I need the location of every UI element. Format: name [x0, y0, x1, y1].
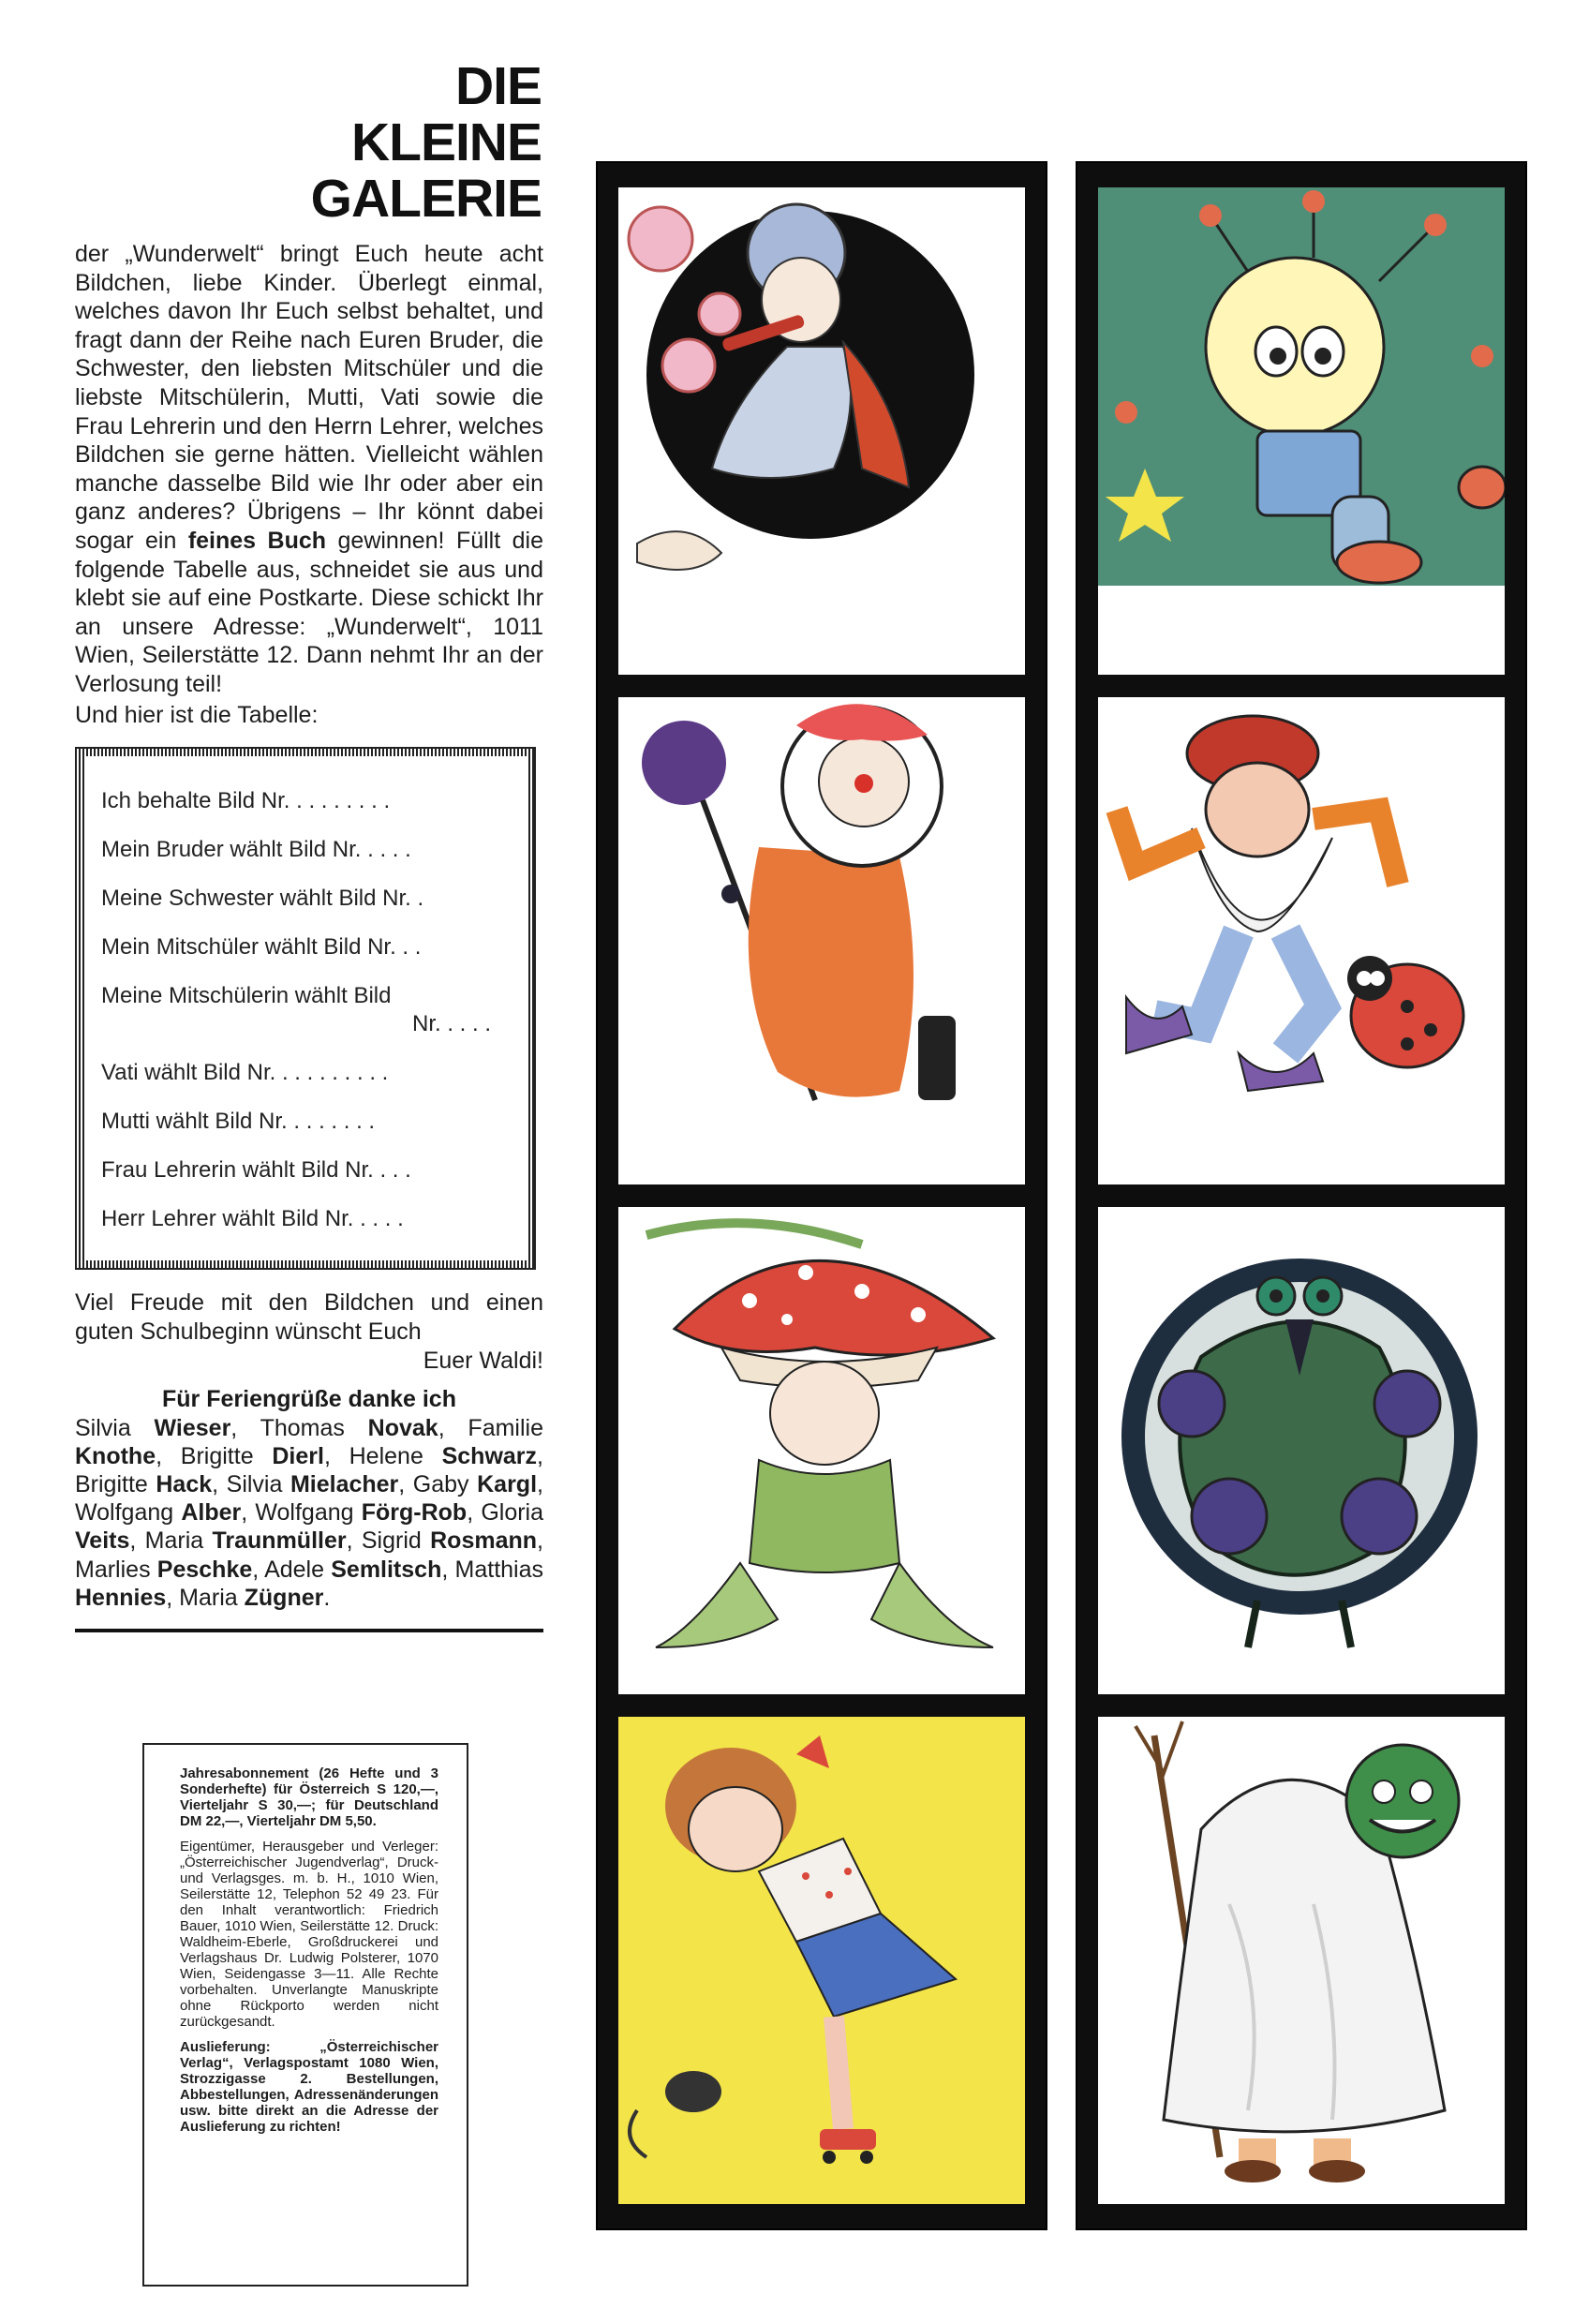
form-row: Mein Bruder wählt Bild Nr. . . . . — [101, 836, 411, 862]
cutout-form — [75, 747, 536, 1270]
text-column — [75, 58, 543, 1632]
prize-book: feines Buch — [187, 527, 327, 554]
first-name: Matthias — [454, 1556, 543, 1583]
first-name: Wolfgang — [255, 1499, 354, 1527]
divider-rule — [75, 1629, 543, 1632]
publisher-info: Eigentümer, Herausgeber und Verleger: „Österreichischer Jugendverlag“, Druck- und Verlagsges. m. b. H., 1010 Wien, Seilerstätte 12, Telephon 52 49 23. Für den Inhalt verantwortlich: Friedrich Bauer, 1010 Wien, Seilerstätte 12. Druck: Waldheim-Eberle, Großdruckerei und Verlagshaus Dr. Ludwig Polsterer, 1070 Wien, Seidengasse 3—11. Alle Rechte vorbehalten. Unverlangte Manuskripte ohne Rückporto werden nicht zurückgesandt. — [180, 1839, 438, 2030]
table-title: Und hier ist die Tabelle: — [75, 701, 319, 728]
picture-frame — [618, 1207, 1025, 1694]
thanks-name — [75, 1499, 241, 1526]
headline — [75, 58, 543, 227]
last-name: Kargl — [477, 1470, 538, 1497]
form-row-line: Meine Mitschülerin wählt Bild — [101, 982, 392, 1008]
last-name: Veits — [75, 1527, 130, 1555]
last-name: Semlitsch — [331, 1556, 442, 1583]
last-name: Mielacher — [290, 1470, 399, 1497]
picture-frame — [1098, 1717, 1505, 2204]
imprint-box — [142, 1743, 468, 2287]
form-row: Meine Schwester wählt Bild Nr. . — [101, 885, 424, 911]
skater-girl-illustration — [618, 1717, 1025, 2204]
gnome-illustration — [1098, 697, 1505, 1184]
owl-illustration — [1098, 1207, 1505, 1694]
thanks-name — [179, 1585, 323, 1611]
first-name: Marlies — [75, 1556, 151, 1583]
thanks-name — [145, 1527, 347, 1554]
film-strip-left — [596, 161, 1047, 2230]
picture-frame — [618, 697, 1025, 1184]
first-name: Maria — [179, 1584, 238, 1611]
first-name: Helene — [349, 1442, 423, 1469]
form-row: Vati wählt Bild Nr. . . . . . . . . . — [101, 1059, 389, 1085]
form-row: Mein Mitschüler wählt Bild Nr. . . — [101, 933, 422, 960]
last-name: Rosmann — [430, 1527, 538, 1555]
clown-illustration — [618, 697, 1025, 1184]
first-name: Silvia — [226, 1470, 283, 1497]
headline-line: DIE — [454, 56, 542, 116]
first-name: Silvia — [75, 1414, 131, 1441]
closing-text — [75, 1289, 543, 1376]
first-name: Familie — [468, 1414, 543, 1441]
signature: Euer Waldi! — [423, 1347, 543, 1374]
picture-frame — [1098, 697, 1505, 1184]
thanks-name — [255, 1499, 467, 1526]
headline-line: GALERIE — [310, 169, 542, 229]
thanks-name — [349, 1443, 537, 1469]
headline-line: KLEINE — [350, 112, 542, 172]
last-name: Novak — [367, 1414, 438, 1441]
form-row: Herr Lehrer wählt Bild Nr. . . . . — [101, 1205, 404, 1231]
moon-child-illustration — [618, 187, 1025, 675]
thanks-name — [75, 1557, 252, 1583]
toadstool-boy-illustration — [618, 1207, 1025, 1694]
last-name: Hack — [156, 1470, 213, 1497]
picture-frame — [1098, 1207, 1505, 1694]
film-strip-right — [1076, 161, 1527, 2230]
form-row-line: Nr. . . . . — [411, 1010, 491, 1036]
thanks-name — [227, 1471, 399, 1497]
form-row: Mutti wählt Bild Nr. . . . . . . . — [101, 1108, 376, 1134]
intro-paragraph-1: der „Wunderwelt“ bringt Euch heute acht Bildchen, liebe Kinder. Überlegt einmal, welches davon Ihr Euch selbst behaltet, und fragt dann der Reihe nach Euren Bruder, die Schwester, den liebsten Mitschüler und die liebste Mitschülerin, Mutti, Vati sowie die Frau Lehrerin und den Herrn Lehrer, welches Bildchen sie gerne hätten. Vielleicht wählen manche dasselbe Bild wie Ihr oder aber ein ganz anderes? — [75, 241, 543, 526]
thanks-name — [413, 1471, 537, 1497]
first-name: Sigrid — [361, 1527, 422, 1555]
first-name: Gloria — [481, 1499, 543, 1527]
thanks-name — [75, 1415, 230, 1441]
first-name: Thomas — [260, 1414, 345, 1441]
last-name: Dierl — [272, 1442, 324, 1469]
last-name: Wieser — [154, 1414, 231, 1441]
last-name: Knothe — [75, 1442, 156, 1469]
thanks-name — [362, 1527, 537, 1554]
delivery-info: Auslieferung: „Österreichischer Verlag“, Verlagspostamt 1080 Wien, Strozzigasse 2. Bestellungen, Abbestellungen, Adressenänderungen usw. bitte direkt an die Adresse der Auslieferung zu richten! — [180, 2039, 438, 2135]
first-name: Brigitte — [180, 1442, 254, 1469]
intro-paragraph-2a: Übrigens – Ihr könnt dabei sogar ein — [75, 499, 543, 554]
last-name: Hennies — [75, 1584, 167, 1611]
first-name: Wolfgang — [75, 1499, 174, 1527]
subscription-info: Jahresabonnement (26 Hefte und 3 Sonderhefte) für Österreich S 120,—, Vierteljahr S 30,—; für Deutschland DM 22,—, Vierteljahr DM 5,50. — [180, 1765, 438, 1829]
last-name: Zügner — [244, 1584, 324, 1611]
last-name: Traunmüller — [212, 1527, 347, 1555]
last-name: Peschke — [156, 1556, 253, 1583]
thanks-name — [181, 1443, 324, 1469]
thanks-name — [260, 1415, 438, 1441]
ghost-illustration — [1098, 1717, 1505, 2204]
intro-paragraph-2b: gewinnen! Füllt die folgende Tabelle aus, schneidet sie aus und klebt sie auf eine Postkarte. Diese schickt Ihr an unsere Adresse: „Wunderwelt“, 1011 Wien, Seilerstätte 12. Dann nehmt Ihr an der Verlosung teil! — [75, 527, 543, 697]
first-name: Maria — [144, 1527, 204, 1555]
thanks-name — [75, 1471, 212, 1497]
picture-frame — [618, 1717, 1025, 2204]
intro-text — [75, 240, 543, 699]
thanks-heading: Für Feriengrüße danke ich — [162, 1385, 456, 1412]
thanks-name — [264, 1557, 441, 1583]
thanks-name-list: Silvia Wieser, Thomas Novak, Familie Knothe, Brigitte Dierl, Helene Schwarz, Brigitte Hack, Silvia Mielacher, Gaby Kargl, Wolfgang Alber, Wolfgang Förg-Rob, Gloria Veits, Maria Traunmüller, Sigrid Rosmann, Marlies Peschke, Adele Semlitsch, Matthias Hennies, Maria Zügner. — [75, 1414, 543, 1611]
last-name: Schwarz — [441, 1442, 538, 1469]
last-name: Alber — [181, 1499, 242, 1527]
form-row — [101, 972, 495, 1049]
picture-frame — [618, 187, 1025, 675]
form-row: Frau Lehrerin wählt Bild Nr. . . . — [101, 1156, 411, 1183]
form-row: Ich behalte Bild Nr. . . . . . . . . — [101, 787, 391, 813]
first-name: Gaby — [412, 1470, 469, 1497]
closing-sentence: Viel Freude mit den Bildchen und einen guten Schulbeginn wünscht Euch — [75, 1289, 543, 1345]
picture-frame — [1098, 187, 1505, 675]
first-name: Brigitte — [75, 1470, 148, 1497]
first-name: Adele — [264, 1556, 325, 1583]
last-name: Förg-Rob — [361, 1499, 468, 1527]
robot-astronaut-illustration — [1098, 187, 1505, 675]
